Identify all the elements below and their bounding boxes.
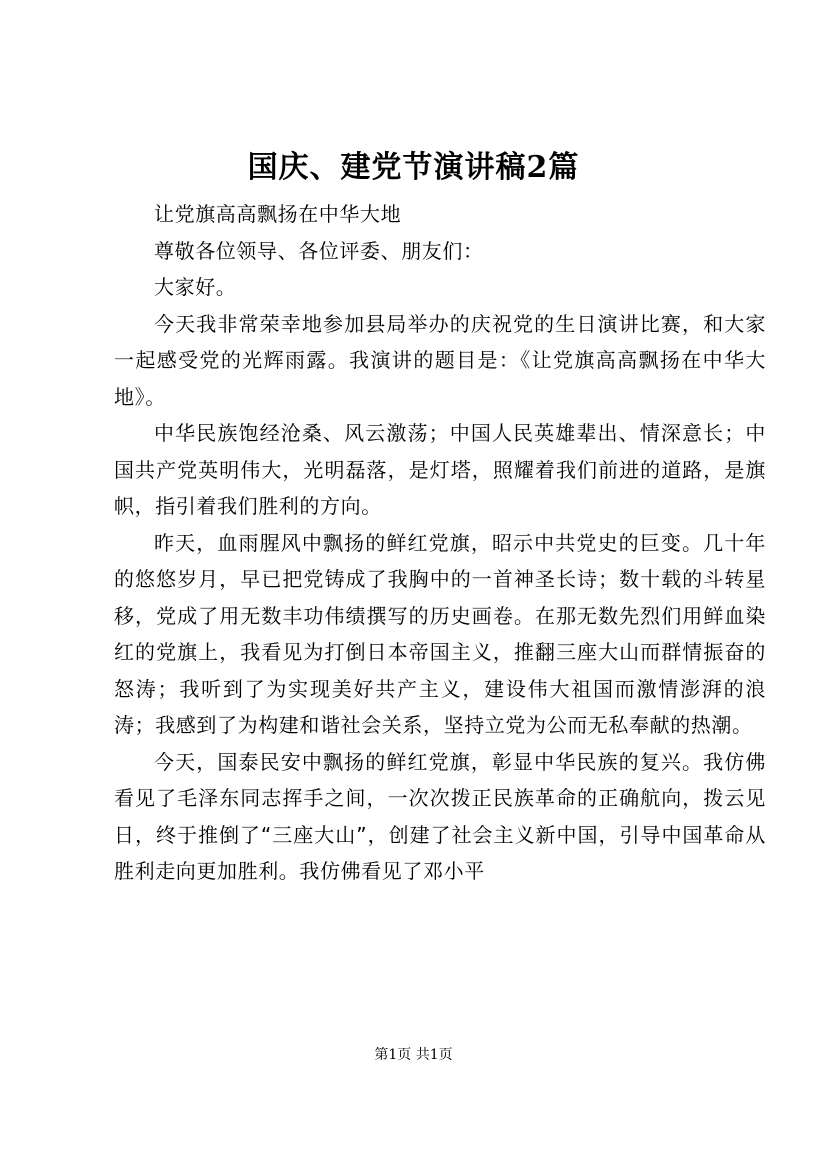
page-footer: 第1页 共1页 <box>374 1047 453 1063</box>
paragraph-salutation: 尊敬各位领导、各位评委、朋友们： <box>154 238 484 263</box>
paragraph-subtitle: 让党旗高高飘扬在中华大地 <box>154 202 402 226</box>
paragraph-yesterday: 昨天，血雨腥风中飘扬的鲜红党旗，昭示中共党史的巨变。几十年的悠悠岁月，早已把党铸成了我胸中的一首神圣长诗；数十载的斗转星移，党成了用无数丰功伟绩撰写的历史画卷。在那无数先烈们用鲜血染红的党旗上，我看见为打倒日本帝国主义，推翻三座大山而群情振奋的怒涛；我听到了为实现美好共产主义，建设伟大祖国而激情澎湃的浪涛；我感到了为构建和谐社会关系，坚持立党为公而无私奉献的热潮。 <box>114 530 766 737</box>
paragraph-party-praise: 中华民族饱经沧桑、风云激荡；中国人民英雄辈出、情深意长；中国共产党英明伟大，光明磊落，是灯塔，照耀着我们前进的道路，是旗帜，指引着我们胜利的方向。 <box>114 421 766 518</box>
paragraph-greeting: 大家好。 <box>154 275 237 299</box>
document-body <box>114 196 766 890</box>
paragraph-introduction: 今天我非常荣幸地参加县局举办的庆祝党的生日演讲比赛，和大家一起感受党的光辉雨露。我演讲的题目是：《让党旗高高飘扬在中华大地》。 <box>114 311 766 409</box>
paragraph-today: 今天，国泰民安中飘扬的鲜红党旗，彰显中华民族的复兴。我仿佛看见了毛泽东同志挥手之间，一次次拨正民族革命的正确航向，拨云见日，终于推倒了“三座大山”，创建了社会主义新中国，引导中国革命从胜利走向更加胜利。我仿佛看见了邓小平 <box>114 749 766 883</box>
document-title: 国庆、建党节演讲稿2篇 <box>247 150 580 185</box>
